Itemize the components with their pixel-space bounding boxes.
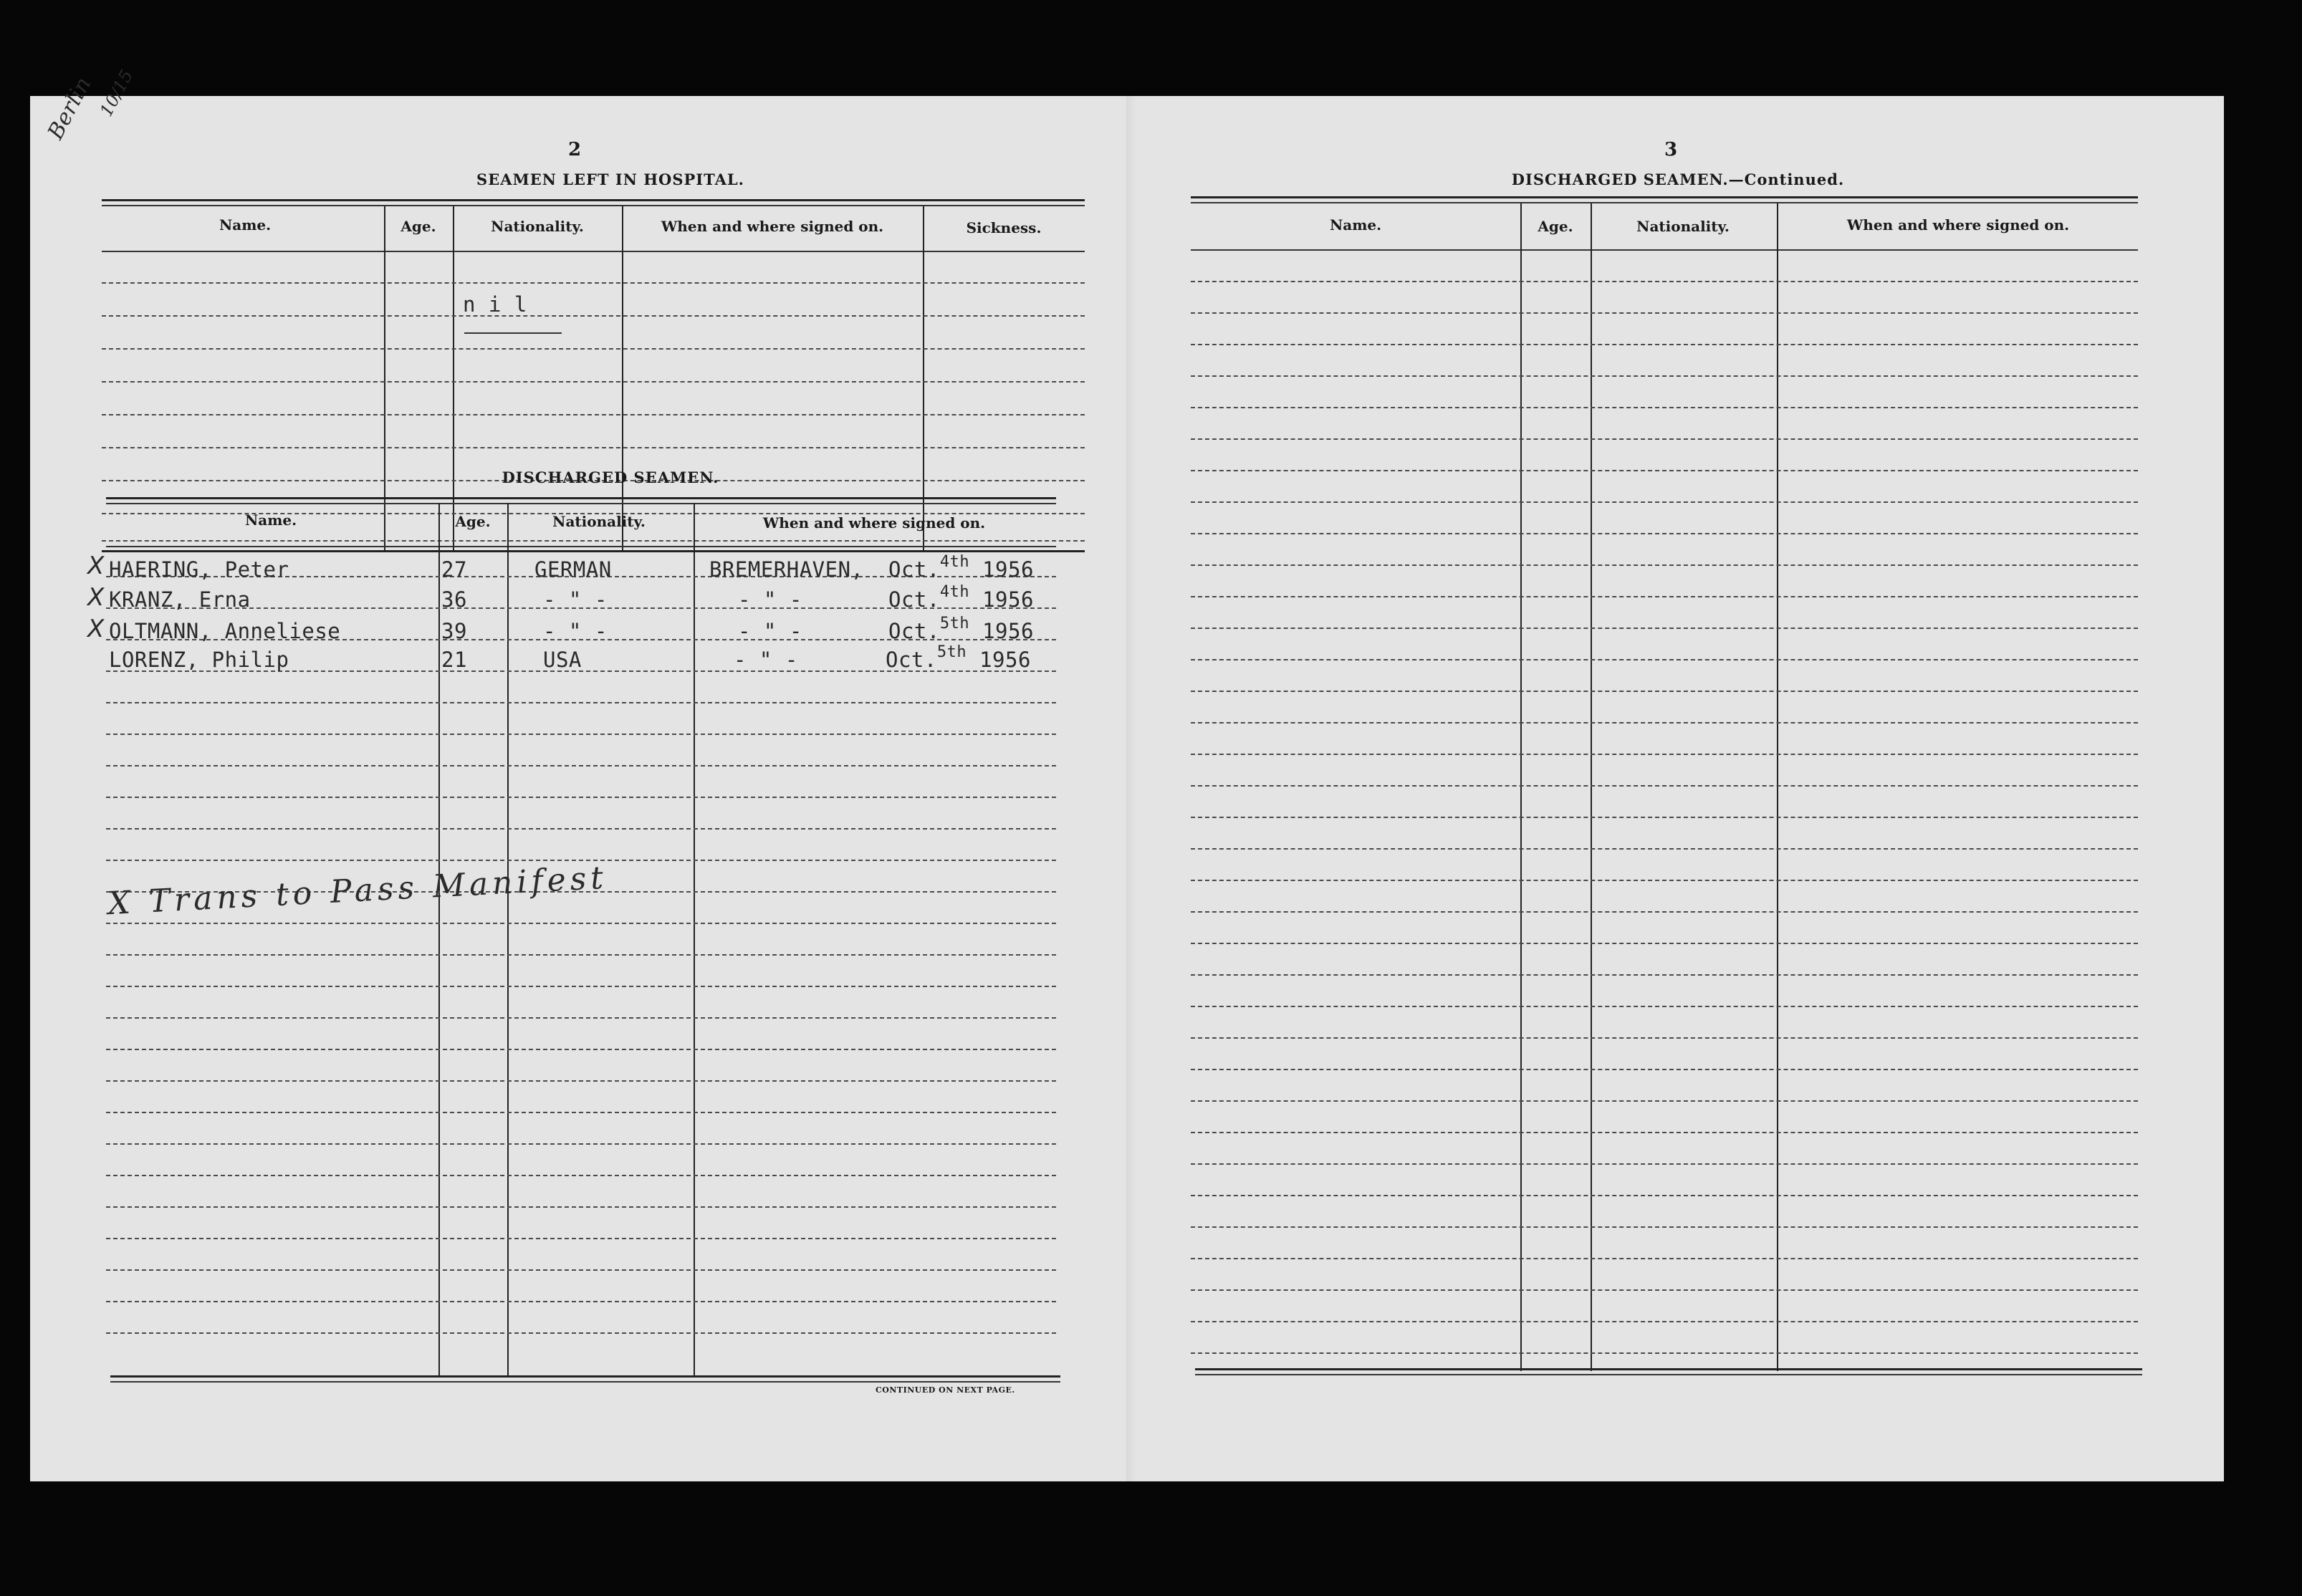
hospital-header-sickness: Sickness. [966,219,1042,236]
right-row-line [1191,1289,2138,1291]
right-row-line [1191,754,2138,755]
right-row-line [1191,564,2138,566]
right-header-age: Age. [1538,218,1573,235]
right-row-line [1191,911,2138,913]
right-row-line [1191,596,2138,597]
right-row-line [1191,344,2138,345]
right-page-title: DISCHARGED SEAMEN.—Continued. [1511,170,1845,188]
date-month: Oct. [886,648,937,672]
seaman-signed-date [886,643,1031,672]
seaman-nationality: GERMAN [534,557,612,582]
right-row-line [1191,533,2138,534]
seaman-name: OLTMANN, Anneliese [109,619,341,643]
right-row-line [1191,1226,2138,1228]
transfer-mark: X [87,615,105,643]
seaman-signed-date [888,615,1034,643]
discharged-top-rule-2 [106,503,1056,504]
right-row-line [1191,659,2138,660]
right-row-line [1191,691,2138,692]
discharged-row-line [106,734,1056,735]
discharged-row-line [106,1206,1056,1208]
seaman-nationality: - " - [543,619,608,643]
hospital-header-signed-on: When and where signed on. [661,218,884,235]
discharged-row-line [106,923,1056,924]
right-top-rule-2 [1191,202,2138,203]
seaman-signed-place: BREMERHAVEN, [709,557,864,582]
right-row-line [1191,1195,2138,1196]
margin-note-line2: 10/15 [96,66,138,120]
discharged-row-line [106,1017,1056,1019]
seaman-name: KRANZ, Erna [109,587,251,612]
right-row-line [1191,1069,2138,1070]
right-top-rule [1191,196,2138,198]
right-row-line [1191,501,2138,503]
date-day: 4th [939,583,970,601]
date-year: 1956 [982,557,1034,582]
hospital-header-name: Name. [219,216,272,234]
discharged-row-line [106,702,1056,703]
right-row-line [1191,1321,2138,1322]
seaman-age: 39 [441,619,467,643]
seaman-age: 36 [441,587,467,612]
right-row-line [1191,375,2138,377]
discharged-col-divider-1 [438,503,440,1375]
seaman-signed-place: - " - [738,619,802,643]
right-row-line [1191,1352,2138,1354]
discharged-row-line [106,765,1056,766]
discharged-row-line [106,1238,1056,1239]
right-row-line [1191,281,2138,282]
date-month: Oct. [888,587,940,612]
discharged-row-line [106,1175,1056,1176]
page-number-right: 3 [1664,139,1678,160]
discharged-row-line [106,828,1056,830]
continued-footer: CONTINUED ON NEXT PAGE. [876,1385,1015,1395]
discharged-header-signed-on: When and where signed on. [762,514,986,532]
discharged-row-line [106,1332,1056,1334]
hospital-section-title: SEAMEN LEFT IN HOSPITAL. [476,170,744,188]
discharged-col-divider-3 [694,503,695,1375]
right-header-signed-on: When and where signed on. [1846,216,2070,234]
right-row-line [1191,1163,2138,1165]
date-month: Oct. [888,619,940,643]
right-row-line [1191,848,2138,850]
right-row-line [1191,785,2138,787]
date-year: 1956 [982,587,1034,612]
transfer-mark: X [87,583,105,612]
right-row-line [1191,1132,2138,1133]
discharged-header-rule [106,546,1056,547]
seaman-name: HAERING, Peter [109,557,289,582]
right-row-line [1191,722,2138,724]
right-row-line [1191,470,2138,471]
discharged-header-name: Name. [244,511,297,529]
handwritten-transfer-note: X Trans to Pass Manifest [107,859,609,923]
right-row-line [1191,438,2138,440]
right-row-line [1191,974,2138,976]
hospital-nil-entry: n i l [463,292,527,317]
page-number-left: 2 [567,139,582,160]
seaman-signed-place: - " - [738,587,802,612]
date-month: Oct. [888,557,940,582]
seaman-age: 27 [441,557,467,582]
transfer-mark: X [87,552,105,580]
discharged-row-line [106,1080,1056,1082]
date-year: 1956 [982,619,1034,643]
right-row-line [1191,1006,2138,1007]
date-day: 5th [936,643,967,661]
right-row-line [1191,1100,2138,1102]
right-bottom-rule [1195,1368,2142,1370]
right-row-line [1191,312,2138,314]
discharged-row-line [106,1301,1056,1302]
discharged-row-line [106,1112,1056,1113]
seaman-signed-date [888,553,1034,582]
hospital-header-nationality: Nationality. [491,218,584,235]
right-row-line [1191,628,2138,629]
discharged-row-line [106,954,1056,956]
seaman-age: 21 [441,648,467,672]
seaman-nationality: USA [543,648,582,672]
discharged-row-line [106,986,1056,987]
discharged-header-age: Age. [455,513,491,530]
seaman-signed-place: - " - [734,648,798,672]
right-row-line [1191,407,2138,408]
date-year: 1956 [979,648,1031,672]
right-row-line [1191,880,2138,881]
date-day: 5th [939,615,970,633]
discharged-bottom-rule-2 [110,1381,1060,1383]
discharged-row-line [106,1049,1056,1050]
seaman-nationality: - " - [543,587,608,612]
seaman-name: LORENZ, Philip [109,648,289,672]
discharged-col-divider-2 [507,503,509,1375]
right-header-nationality: Nationality. [1636,218,1730,235]
discharged-row-line [106,797,1056,798]
right-row-line [1191,943,2138,944]
right-row-line [1191,1037,2138,1039]
right-header-rule [1191,249,2138,251]
hospital-header-age: Age. [401,218,436,235]
discharged-bottom-rule [110,1375,1060,1378]
right-bottom-rule-2 [1195,1374,2142,1375]
discharged-top-rule [106,497,1056,499]
right-row-line [1191,1258,2138,1259]
discharged-row-line [106,1143,1056,1145]
discharged-title: DISCHARGED SEAMEN. [502,468,719,486]
seaman-signed-date [888,583,1034,612]
margin-note-line1: Berlin [43,73,97,144]
discharged-row-line [106,1269,1056,1271]
right-header-name: Name. [1329,216,1382,234]
discharged-header-nationality: Nationality. [552,513,646,530]
right-row-line [1191,817,2138,818]
date-day: 4th [939,553,970,571]
